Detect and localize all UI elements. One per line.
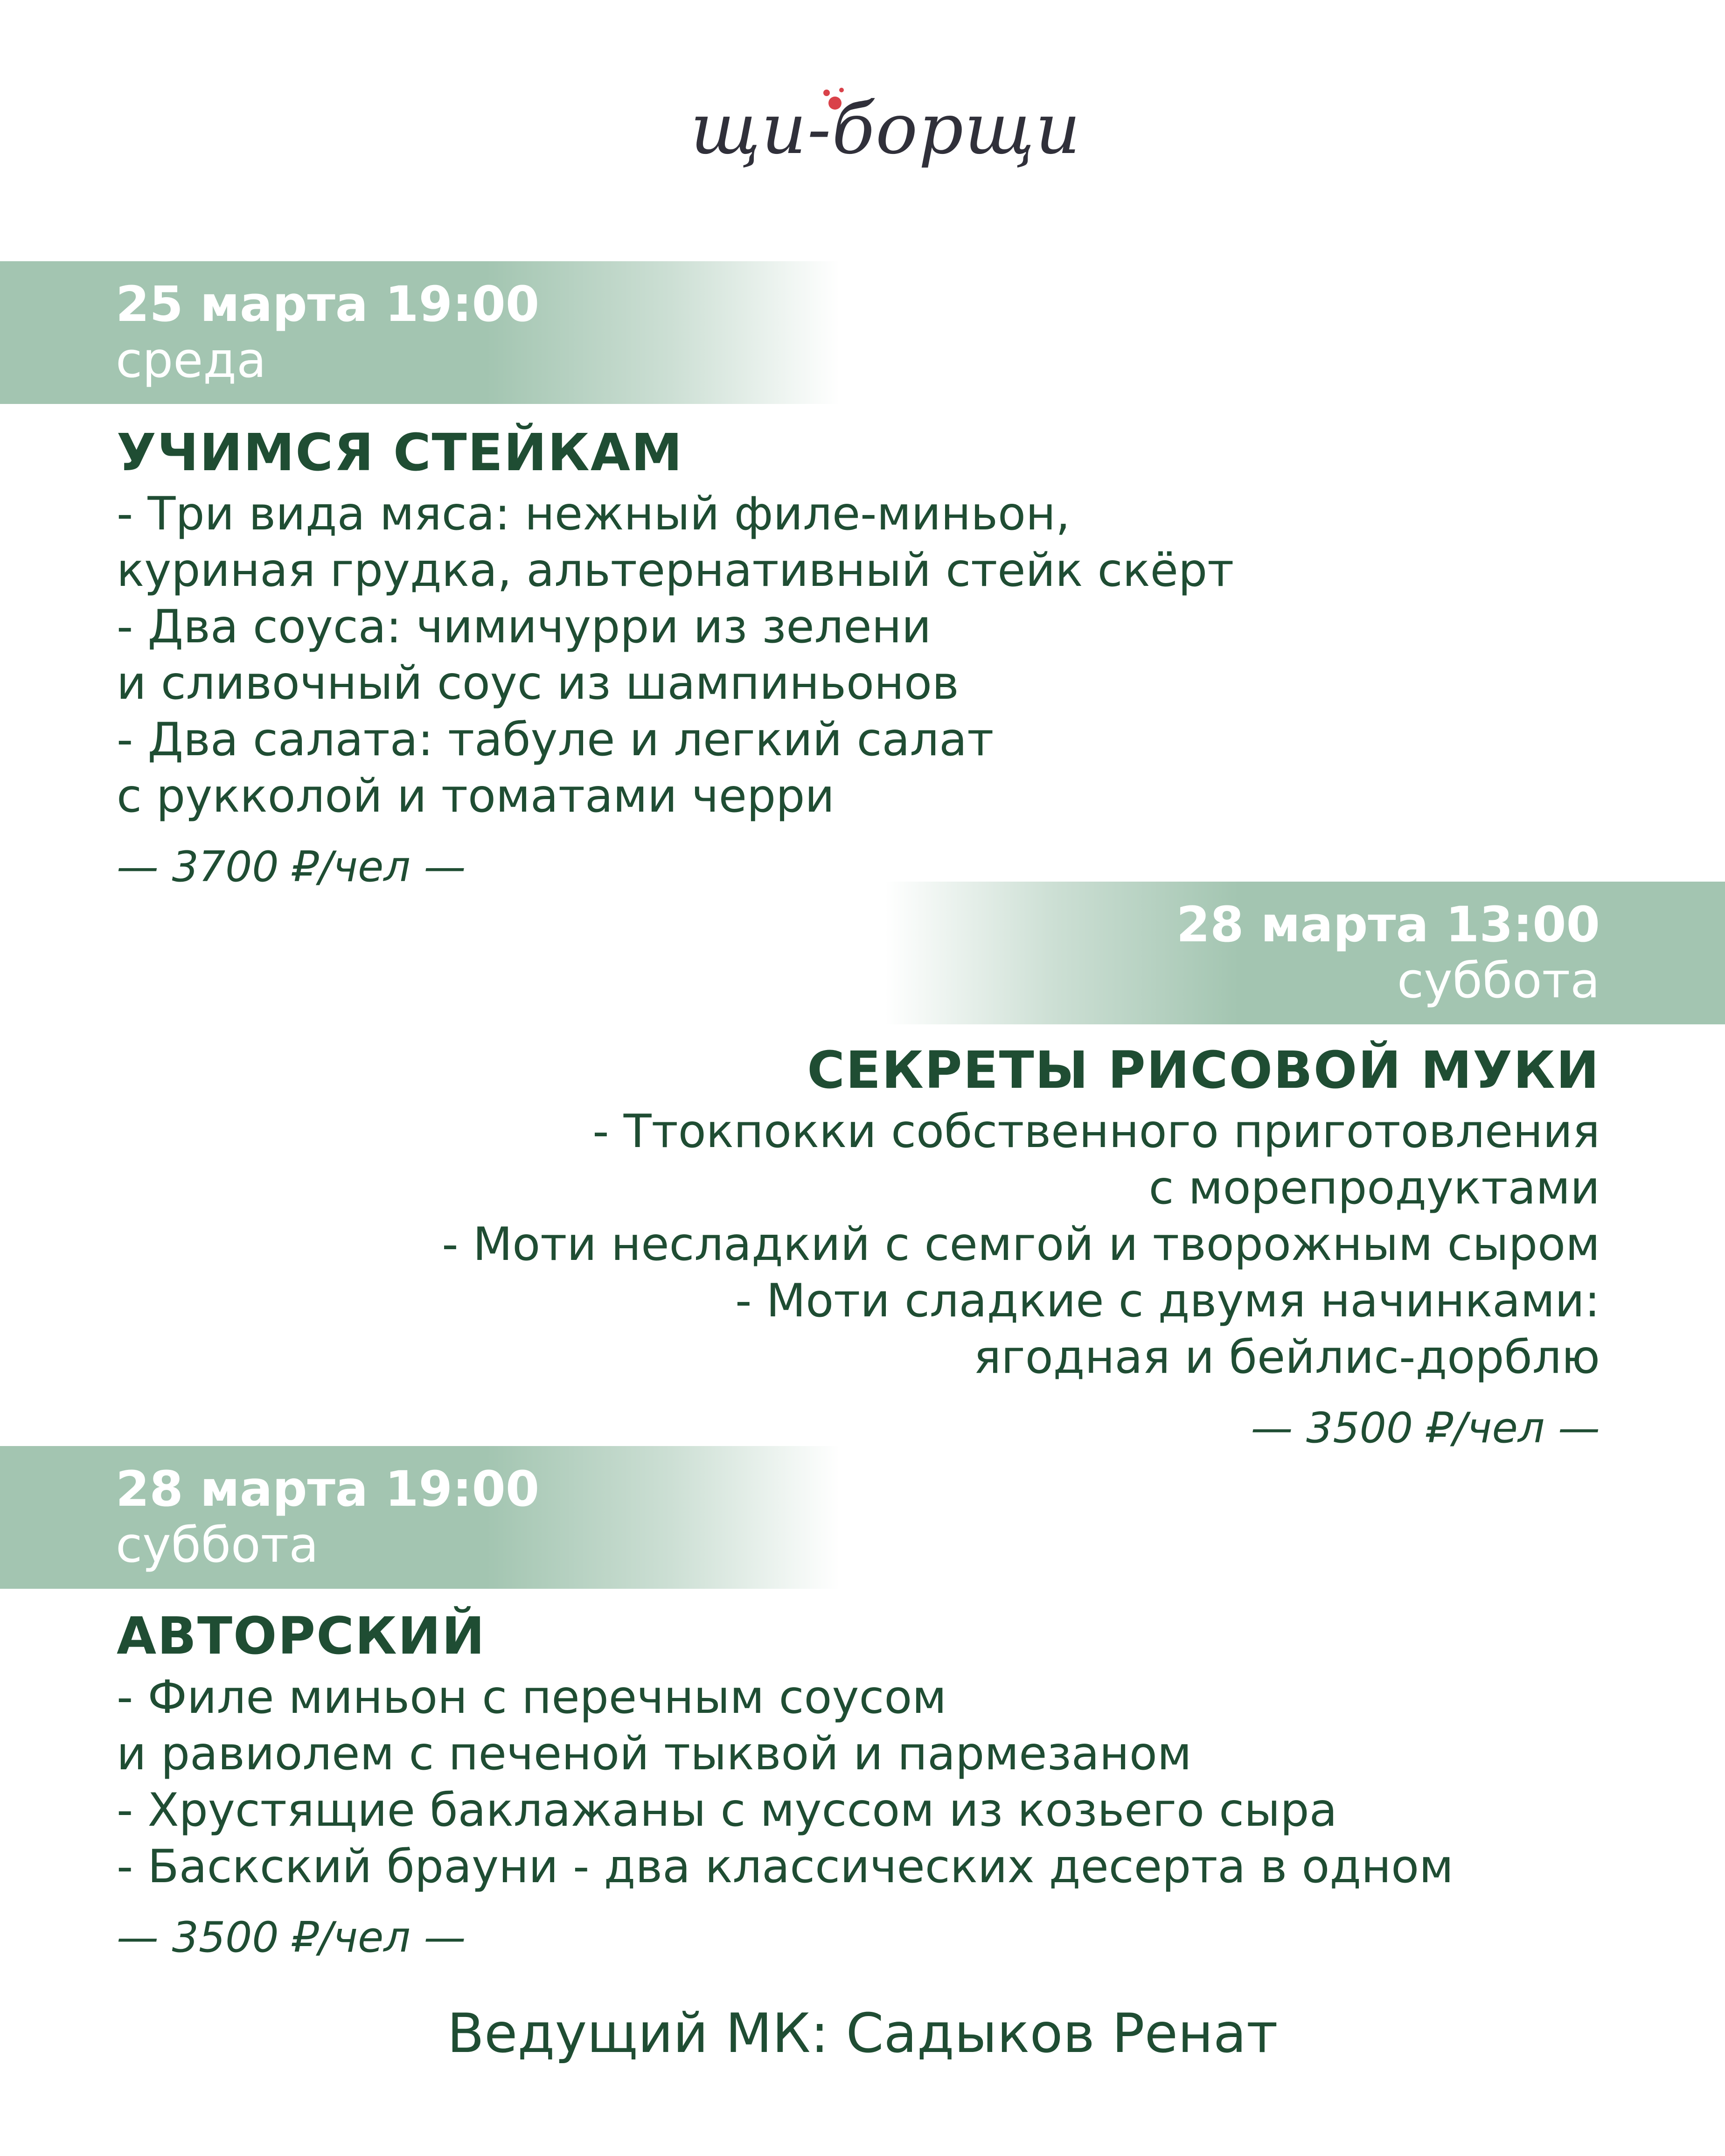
section-3-lines xyxy=(117,1669,1609,1895)
section-1-content xyxy=(117,424,1609,893)
section-3-line: - Хрустящие баклажаны с муссом из козьего сыра xyxy=(117,1784,1337,1837)
section-1-price: — 3700 ₽/чел — xyxy=(117,842,466,891)
section-1-line: - Три вида мяса: нежный филе-миньон, xyxy=(117,487,1071,541)
section-2-price: — 3500 ₽/чел — xyxy=(1251,1404,1600,1453)
section-3-banner xyxy=(0,1446,840,1589)
section-3-weekday: суббота xyxy=(116,1516,319,1573)
section-1-weekday: среда xyxy=(116,332,266,389)
section-2-line: - Ттокпокки собственного приготовления xyxy=(592,1105,1600,1158)
section-1-title: УЧИМСЯ СТЕЙКАМ xyxy=(117,423,683,482)
section-3-line: - Филе миньон с перечным соусом xyxy=(117,1671,947,1724)
section-3-content xyxy=(117,1607,1609,1963)
section-1-line: и сливочный соус из шампиньонов xyxy=(117,657,959,710)
section-2-line: с морепродуктами xyxy=(1148,1161,1600,1215)
section-3-line: и равиолем с печеной тыквой и пармезаном xyxy=(117,1727,1192,1780)
section-2-content xyxy=(107,1041,1600,1454)
section-2-weekday: суббота xyxy=(1397,952,1600,1009)
logo xyxy=(690,70,1082,205)
section-2-lines xyxy=(107,1104,1600,1386)
section-2-banner xyxy=(885,882,1725,1024)
logo-text: щи-борщи xyxy=(690,89,1082,170)
host-name: Ведущий МК: Садыков Ренат xyxy=(447,2002,1278,2065)
section-2-title: СЕКРЕТЫ РИСОВОЙ МУКИ xyxy=(807,1040,1600,1100)
section-3-line: - Баскский брауни - два классических десерта в одном xyxy=(117,1840,1454,1893)
section-2-line: - Моти сладкие с двумя начинками: xyxy=(735,1274,1600,1328)
section-1-banner xyxy=(0,261,840,404)
section-2-date: 28 марта 13:00 xyxy=(1176,896,1600,953)
section-2-line: ягодная и бейлис-дорблю xyxy=(974,1331,1600,1384)
section-1-line: с рукколой и томатами черри xyxy=(117,770,835,823)
section-1-line: - Два соуса: чимичурри из зелени xyxy=(117,600,932,654)
section-2-line: - Моти несладкий с семгой и творожным сыром xyxy=(442,1218,1600,1271)
section-1-line: куриная грудка, альтернативный стейк скёрт xyxy=(117,544,1234,597)
section-3-price: — 3500 ₽/чел — xyxy=(117,1913,466,1962)
section-1-date: 25 марта 19:00 xyxy=(116,276,540,333)
section-1-lines xyxy=(117,486,1609,825)
section-3-date: 28 марта 19:00 xyxy=(116,1461,540,1517)
section-1-line: - Два салата: табуле и легкий салат xyxy=(117,713,994,766)
section-3-title: АВТОРСКИЙ xyxy=(117,1606,486,1666)
